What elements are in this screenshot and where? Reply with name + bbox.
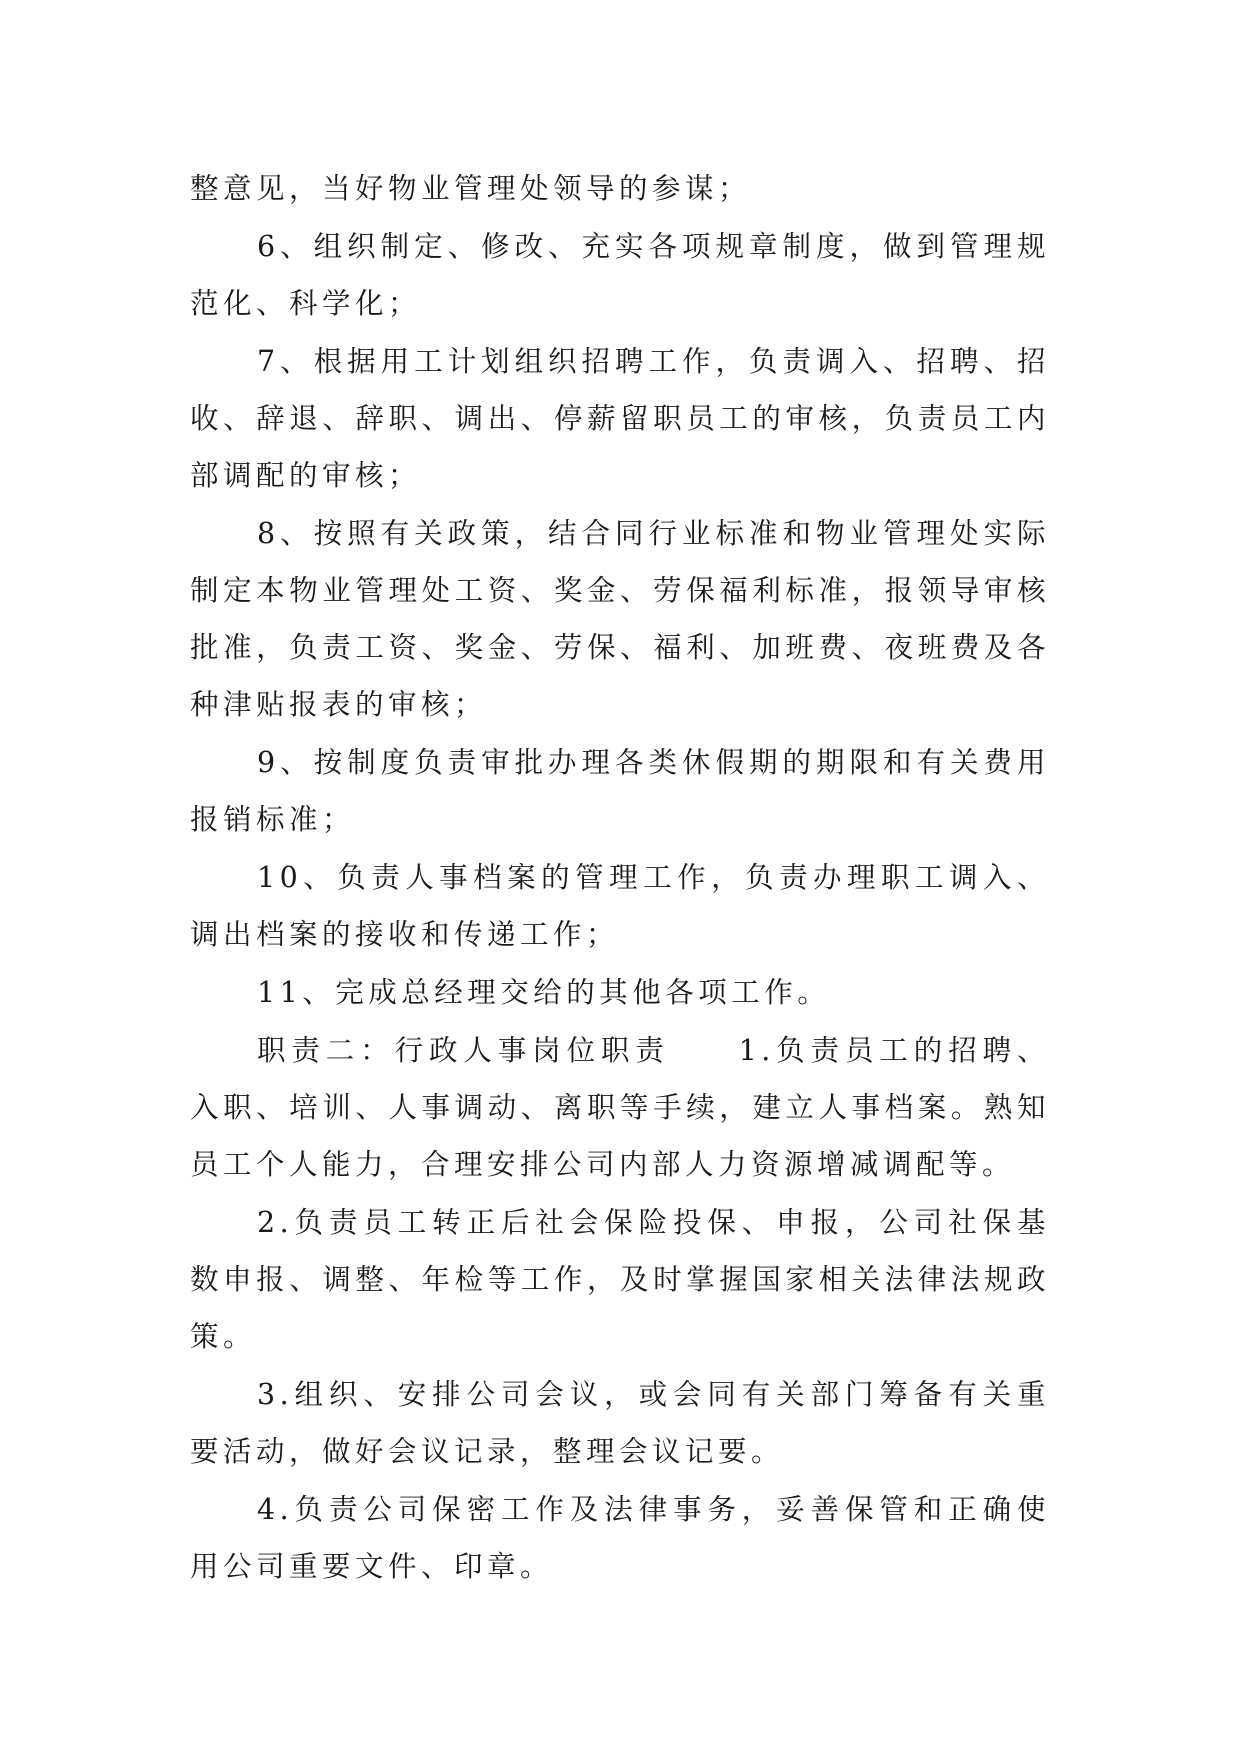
paragraph-item-9: 9、按制度负责审批办理各类休假期的期限和有关费用报销标准； <box>190 746 1050 836</box>
paragraph-duty-two-item-4: 4.负责公司保密工作及法律事务，妥善保管和正确使用公司重要文件、印章。 <box>190 1493 1050 1583</box>
paragraph-item-6: 6、组织制定、修改、充实各项规章制度，做到管理规范化、科学化； <box>190 230 1050 320</box>
paragraph-item-10: 10、负责人事档案的管理工作，负责办理职工调入、调出档案的接收和传递工作； <box>190 861 1050 951</box>
paragraph-item-11: 11、完成总经理交给的其他各项工作。 <box>256 976 831 1009</box>
document-body <box>190 160 1050 1596</box>
paragraph-duty-two-item-3: 3.组织、安排公司会议，或会同有关部门筹备有关重要活动，做好会议记录，整理会议记要。 <box>190 1378 1050 1468</box>
paragraph-item-8: 8、按照有关政策，结合同行业标准和物业管理处实际制定本物业管理处工资、奖金、劳保福利标准，报领导审核批准，负责工资、奖金、劳保、福利、加班费、夜班费及各种津贴报表的审核； <box>190 517 1050 721</box>
paragraph-duty-two: 职责二：行政人事岗位职责 1.负责员工的招聘、入职、培训、人事调动、离职等手续，建立人事档案。熟知员工个人能力，合理安排公司内部人力资源增减调配等。 <box>190 1034 1050 1181</box>
paragraph-1: 整意见，当好物业管理处领导的参谋； <box>190 172 752 205</box>
paragraph-item-7: 7、根据用工计划组织招聘工作，负责调入、招聘、招收、辞退、辞职、调出、停薪留职员工的审核，负责员工内部调配的审核； <box>190 345 1050 492</box>
paragraph-duty-two-item-2: 2.负责员工转正后社会保险投保、申报，公司社保基数申报、调整、年检等工作，及时掌握国家相关法律法规政策。 <box>190 1206 1050 1353</box>
